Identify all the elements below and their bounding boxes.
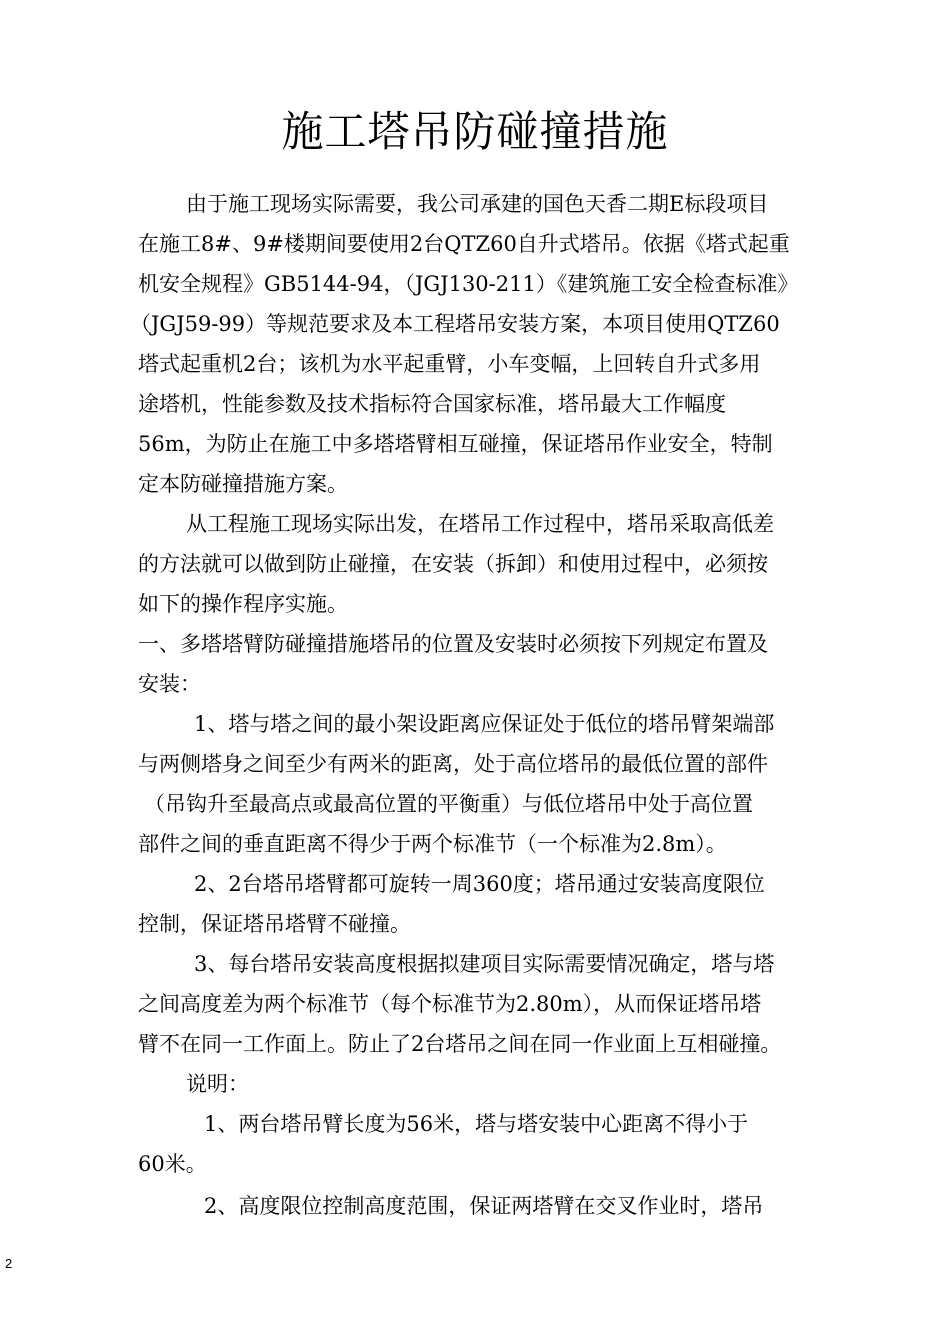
text-line: 1、两台塔吊臂长度为56米，塔与塔安装中心距离不得小于 [204, 1112, 749, 1136]
page-number: 2 [5, 1256, 13, 1271]
text-line: 3、每台塔吊安装高度根据拟建项目实际需要情况确定，塔与塔 [194, 952, 775, 976]
text-line: 在施工8#、9#楼期间要使用2台QTZ60自升式塔吊。依据《塔式起重 [138, 232, 790, 256]
text-line: 如下的操作程序实施。 [138, 592, 348, 616]
text-line: 定本防碰撞措施方案。 [138, 472, 348, 496]
text-line: 一、多塔塔臂防碰撞措施塔吊的位置及安装时必须按下列规定布置及 [138, 632, 768, 656]
text-line: 机安全规程》GB5144-94，（JGJ130-211）《建筑施工安全检查标准》 [138, 272, 799, 296]
text-line: 60米。 [138, 1152, 207, 1176]
text-line: 2、高度限位控制高度范围，保证两塔臂在交叉作业时，塔吊 [204, 1194, 764, 1218]
text-line: 塔式起重机2台；该机为水平起重臂，小车变幅，上回转自升式多用 [138, 352, 761, 376]
text-line: 从工程施工现场实际出发，在塔吊工作过程中，塔吊采取高低差 [186, 512, 774, 536]
text-line: 56m，为防止在施工中多塔塔臂相互碰撞，保证塔吊作业安全，特制 [138, 432, 773, 456]
text-line: （JGJ59-99）等规范要求及本工程塔吊安装方案，本项目使用QTZ60 [130, 312, 780, 336]
text-line: 与两侧塔身之间至少有两米的距离，处于高位塔吊的最低位置的部件 [138, 752, 768, 776]
text-line: 控制，保证塔吊塔臂不碰撞。 [138, 912, 411, 936]
document-title: 施工塔吊防碰撞措施 [281, 107, 669, 156]
text-line: 说明： [186, 1072, 249, 1096]
text-line: 臂不在同一工作面上。防止了2台塔吊之间在同一作业面上互相碰撞。 [138, 1032, 782, 1056]
text-line: 由于施工现场实际需要，我公司承建的国色天香二期E标段项目 [186, 192, 769, 216]
text-line: 部件之间的垂直距离不得少于两个标准节（一个标准为2.8m）。 [138, 832, 727, 856]
text-line: 安装： [138, 672, 201, 696]
text-line: （吊钩升至最高点或最高位置的平衡重）与低位塔吊中处于高位置 [144, 792, 753, 816]
text-line: 的方法就可以做到防止碰撞，在安装（拆卸）和使用过程中，必须按 [138, 552, 768, 576]
text-line: 途塔机，性能参数及技术指标符合国家标准，塔吊最大工作幅度 [138, 392, 726, 416]
text-line: 1、塔与塔之间的最小架设距离应保证处于低位的塔吊臂架端部 [194, 712, 775, 736]
text-line: 2、2台塔吊塔臂都可旋转一周360度；塔吊通过安装高度限位 [194, 872, 765, 896]
text-line: 之间高度差为两个标准节（每个标准节为2.80m），从而保证塔吊塔 [138, 992, 762, 1016]
